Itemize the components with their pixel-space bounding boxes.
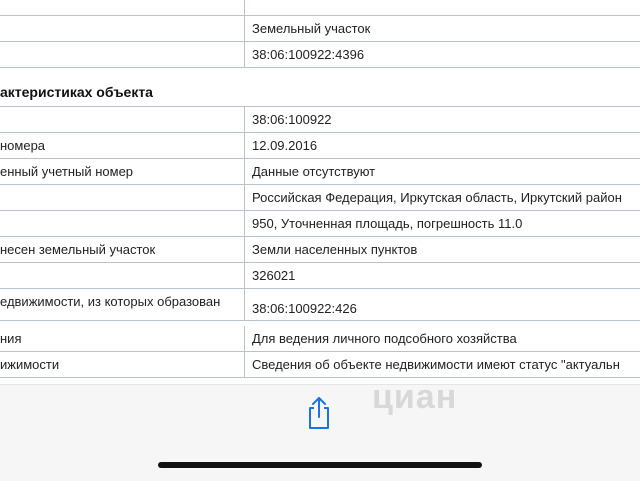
table-row: [0, 211, 640, 237]
share-button[interactable]: [305, 396, 333, 430]
row-label-cell: [0, 185, 245, 211]
top-row-fragment: [0, 0, 640, 16]
row-value: Земельный участок: [252, 21, 371, 36]
row-value-cell: [245, 185, 640, 211]
row-value: 38:06:100922:426: [252, 301, 357, 316]
table-row: [0, 42, 640, 68]
row-value-cell: [245, 263, 640, 289]
table-row: [0, 263, 640, 289]
row-value: Для ведения личного подсобного хозяйства: [252, 331, 517, 346]
table-row: [0, 133, 640, 159]
row-value-cell: [245, 159, 640, 185]
row-value: Данные отсутствуют: [252, 164, 376, 179]
row-label-cell: [0, 263, 245, 289]
row-value-cell: [245, 289, 640, 321]
row-label-cell: [0, 107, 245, 133]
table-row: [0, 237, 640, 263]
row-label: ния: [0, 331, 22, 346]
row-label-cell: [0, 237, 245, 263]
row-label-cell: [0, 326, 245, 352]
row-label-cell: [0, 159, 245, 185]
table-row: [0, 185, 640, 211]
row-value: Земли населенных пунктов: [252, 242, 418, 257]
row-label: номера: [0, 138, 46, 153]
row-label-cell: [0, 42, 245, 68]
table-row: [0, 107, 640, 133]
section-title: актеристиках объекта: [0, 84, 153, 100]
row-value: 38:06:100922:4396: [252, 47, 365, 62]
row-label: енный учетный номер: [0, 164, 134, 179]
row-label: едвижимости, из которых образован: [0, 294, 221, 309]
row-label-cell: [0, 211, 245, 237]
row-value-cell: [245, 133, 640, 159]
row-value: Сведения об объекте недвижимости имеют статус "актуальн: [252, 357, 620, 372]
row-value-cell: [245, 107, 640, 133]
row-value-cell: [245, 42, 640, 68]
row-label-cell: [0, 16, 245, 42]
row-value-cell: [245, 237, 640, 263]
watermark: циан: [372, 378, 458, 416]
row-value-cell: [245, 326, 640, 352]
share-icon: [305, 396, 333, 430]
row-label: ижимости: [0, 357, 60, 372]
row-value-cell: [245, 352, 640, 378]
table-row: [0, 352, 640, 378]
row-label-cell: [0, 133, 245, 159]
table-row: [0, 289, 640, 321]
row-value: 38:06:100922: [252, 112, 332, 127]
row-label-cell: [0, 289, 245, 321]
row-label: несен земельный участок: [0, 242, 156, 257]
table-row: [0, 16, 640, 42]
table-row: [0, 326, 640, 352]
top-row-label-cell: [0, 0, 245, 16]
home-indicator[interactable]: [158, 462, 482, 468]
row-value: 326021: [252, 268, 296, 283]
row-value-cell: [245, 211, 640, 237]
row-value: 12.09.2016: [252, 138, 318, 153]
row-value: Российская Федерация, Иркутская область, Иркутский район: [252, 190, 622, 205]
row-value: 950, Уточненная площадь, погрешность 11.0: [252, 216, 523, 231]
table-row: [0, 159, 640, 185]
row-label-cell: [0, 352, 245, 378]
row-value-cell: [245, 16, 640, 42]
